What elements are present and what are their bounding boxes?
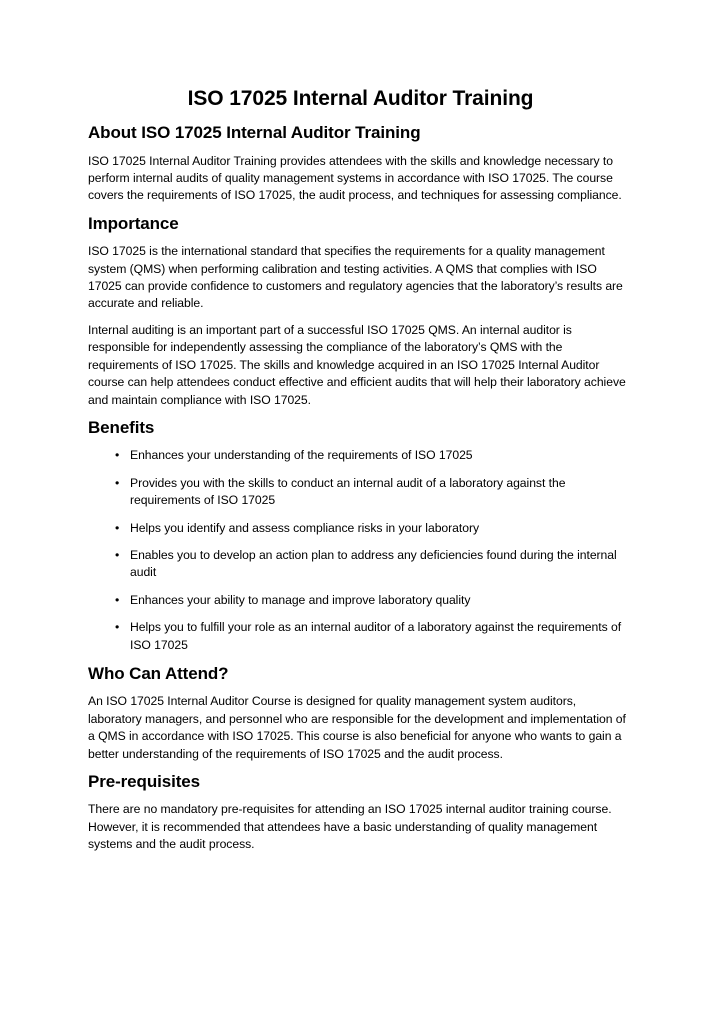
bullet-icon: • bbox=[115, 448, 120, 463]
list-item-text: Enhances your understanding of the requirements of ISO 17025 bbox=[130, 448, 473, 463]
bullet-icon: • bbox=[115, 520, 120, 535]
section-who-can-attend bbox=[88, 664, 633, 763]
section-heading-importance: Importance bbox=[88, 213, 179, 233]
section-about bbox=[88, 123, 633, 205]
section-heading-who-can-attend: Who Can Attend? bbox=[88, 663, 229, 683]
list-item bbox=[88, 447, 633, 464]
list-item bbox=[88, 475, 633, 510]
section-heading-about: About ISO 17025 Internal Auditor Training bbox=[88, 123, 421, 143]
list-item-text: Helps you identify and assess compliance risks in your laboratory bbox=[130, 520, 479, 535]
list-item bbox=[88, 619, 633, 654]
list-item bbox=[88, 592, 633, 609]
list-item bbox=[88, 547, 633, 582]
importance-paragraph-1: ISO 17025 is the international standard that specifies the requirements for a quality management system (QMS) when performing calibration and testing activities. A QMS that complies with ISO 17025 can provide confidence to customers and regulatory agencies that the laboratory’s results are accurate and reliable. bbox=[88, 244, 623, 311]
section-heading-benefits: Benefits bbox=[88, 417, 155, 437]
importance-paragraph-2: Internal auditing is an important part of a successful ISO 17025 QMS. An internal auditor is responsible for independently assessing the compliance of the laboratory’s QMS with the requirements of ISO 17025. The skills and knowledge acquired in an ISO 17025 Internal Auditor course can help attendees conduct effective and efficient audits that will help their laboratory achieve and maintain compliance with ISO 17025. bbox=[88, 322, 626, 407]
section-benefits bbox=[88, 418, 633, 654]
bullet-icon: • bbox=[115, 547, 120, 562]
about-paragraph: ISO 17025 Internal Auditor Training provides attendees with the skills and knowledge necessary to perform internal audits of quality management systems in accordance with ISO 17025. The course covers the requirements of ISO 17025, the audit process, and techniques for assessing compliance. bbox=[88, 153, 622, 203]
who-can-attend-paragraph: An ISO 17025 Internal Auditor Course is designed for quality management system auditors, laboratory managers, and personnel who are responsible for the development and implementation of a QMS in accordance with ISO 17025. This course is also beneficial for anyone who wants to gain a better understanding of the requirements of ISO 17025 and the audit process. bbox=[88, 694, 626, 761]
list-item-text: Enables you to develop an action plan to address any deficiencies found during the internal audit bbox=[130, 547, 617, 580]
document-page bbox=[88, 86, 633, 863]
bullet-icon: • bbox=[115, 620, 120, 635]
bullet-icon: • bbox=[115, 592, 120, 607]
document-title: ISO 17025 Internal Auditor Training bbox=[187, 87, 534, 110]
list-item bbox=[88, 520, 633, 537]
list-item-text: Helps you to fulfill your role as an internal auditor of a laboratory against the requirements of ISO 17025 bbox=[130, 620, 622, 652]
list-item-text: Enhances your ability to manage and improve laboratory quality bbox=[130, 592, 471, 607]
section-importance bbox=[88, 214, 633, 409]
section-heading-prerequisites: Pre-requisites bbox=[88, 771, 200, 791]
benefits-list bbox=[88, 447, 633, 654]
bullet-icon: • bbox=[115, 475, 120, 490]
list-item-text: Provides you with the skills to conduct an internal audit of a laboratory against the requirements of ISO 17025 bbox=[130, 475, 566, 508]
prerequisites-paragraph: There are no mandatory pre-requisites for attending an ISO 17025 internal auditor training course. However, it is recommended that attendees have a basic understanding of quality management systems and the audit process. bbox=[88, 802, 612, 852]
section-prerequisites bbox=[88, 772, 633, 854]
